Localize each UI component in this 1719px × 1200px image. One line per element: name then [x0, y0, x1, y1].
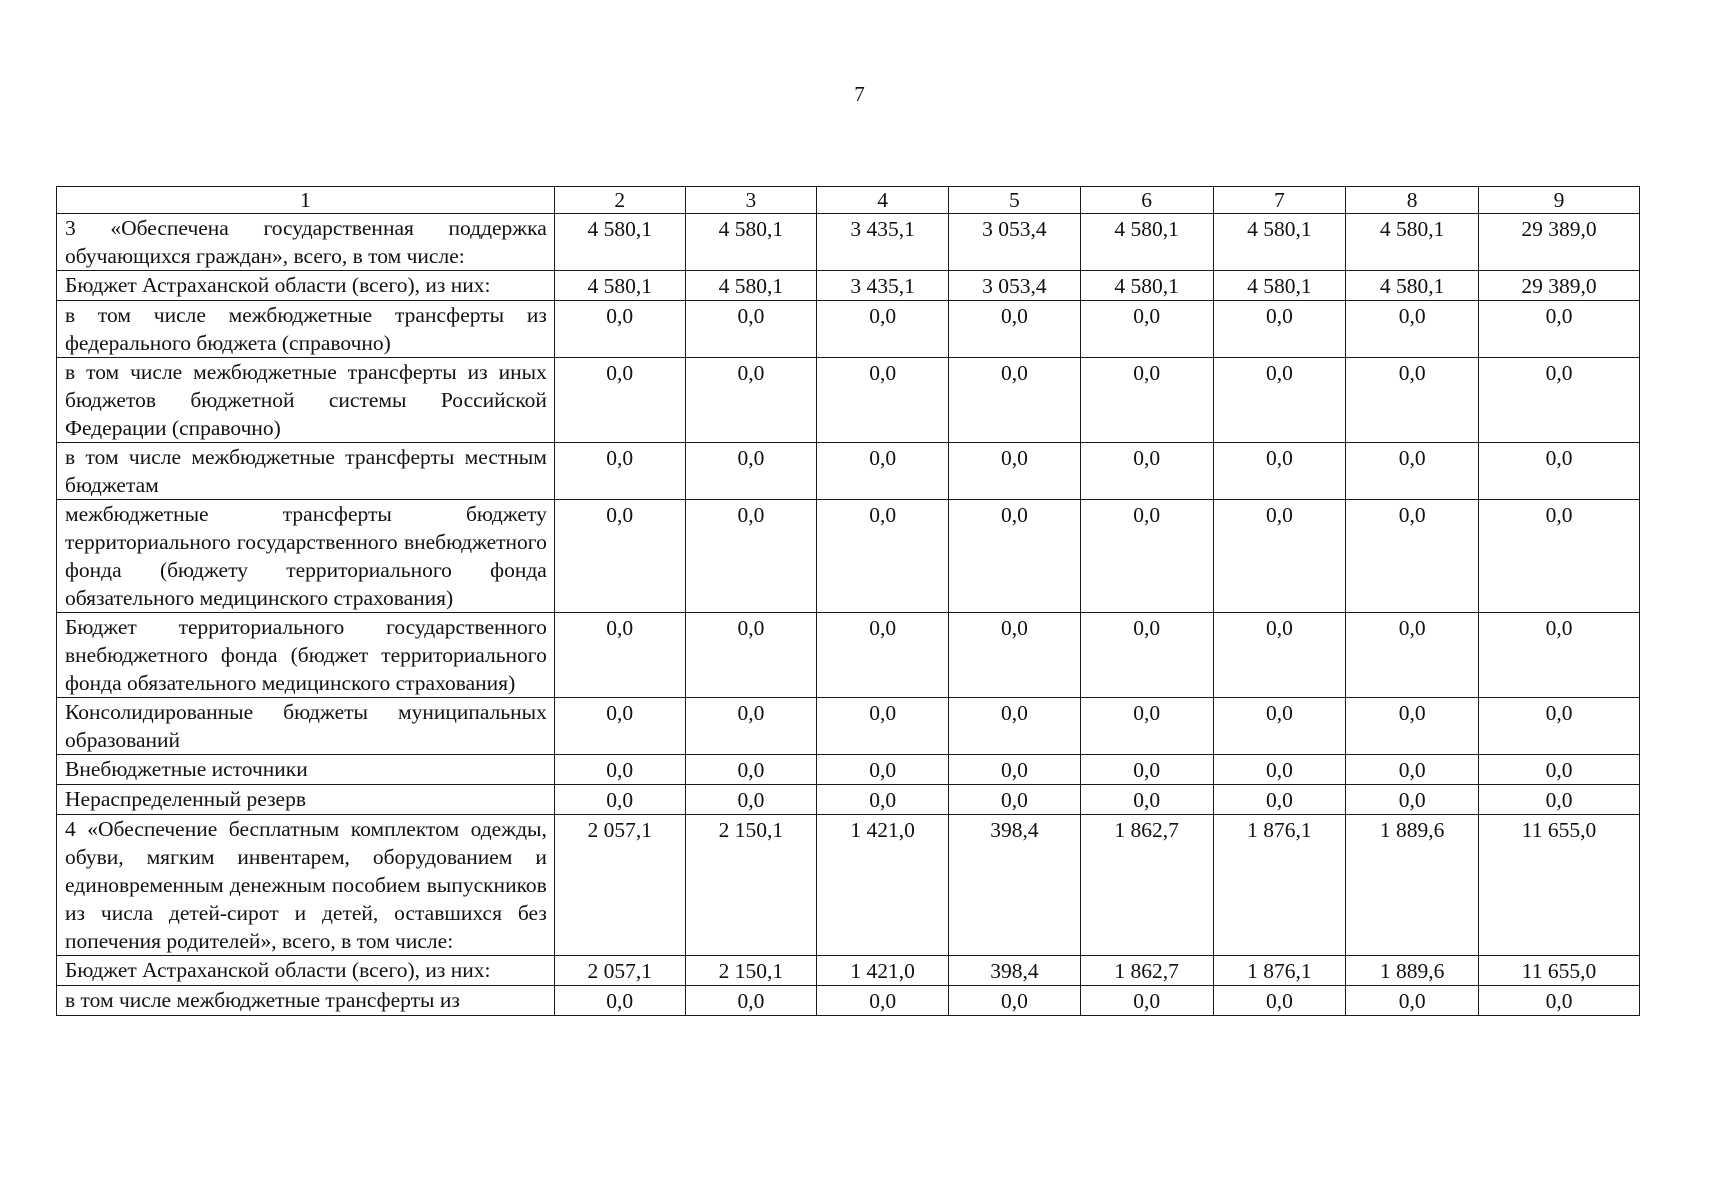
cell-value: 3 435,1	[817, 214, 949, 271]
column-header: 8	[1346, 187, 1479, 214]
cell-value: 0,0	[1080, 613, 1213, 698]
cell-value: 3 435,1	[817, 271, 949, 301]
cell-value: 398,4	[949, 956, 1081, 986]
cell-value: 0,0	[685, 443, 817, 500]
cell-value: 0,0	[949, 443, 1081, 500]
cell-value: 0,0	[1479, 301, 1640, 358]
cell-value: 2 150,1	[685, 956, 817, 986]
cell-value: 0,0	[1213, 785, 1346, 815]
cell-value: 0,0	[1346, 443, 1479, 500]
cell-value: 0,0	[1080, 986, 1213, 1016]
cell-value: 11 655,0	[1479, 956, 1640, 986]
cell-value: 0,0	[949, 500, 1081, 613]
cell-value: 0,0	[1080, 443, 1213, 500]
cell-value: 0,0	[949, 613, 1081, 698]
cell-value: 0,0	[1213, 613, 1346, 698]
table-row	[57, 214, 1640, 271]
row-label: межбюджетные трансферты бюджету территориального государственного внебюджетного фонда (бюджету территориального фонда обязательного медицинского страхования)	[57, 500, 555, 613]
cell-value: 398,4	[949, 815, 1081, 956]
cell-value: 4 580,1	[1080, 271, 1213, 301]
cell-value: 0,0	[685, 755, 817, 785]
cell-value: 0,0	[1213, 500, 1346, 613]
cell-value: 0,0	[817, 785, 949, 815]
row-label: Бюджет Астраханской области (всего), из них:	[57, 271, 555, 301]
cell-value: 0,0	[949, 755, 1081, 785]
cell-value: 1 421,0	[817, 956, 949, 986]
table-row	[57, 443, 1640, 500]
cell-value: 0,0	[1080, 500, 1213, 613]
table-row	[57, 301, 1640, 358]
cell-value: 0,0	[1213, 358, 1346, 443]
cell-value: 0,0	[1213, 698, 1346, 755]
cell-value: 0,0	[685, 500, 817, 613]
row-label: в том числе межбюджетные трансферты из иных бюджетов бюджетной системы Российской Федерации (справочно)	[57, 358, 555, 443]
cell-value: 0,0	[817, 301, 949, 358]
cell-value: 0,0	[685, 301, 817, 358]
cell-value: 0,0	[685, 785, 817, 815]
table-row	[57, 785, 1640, 815]
cell-value: 0,0	[1346, 613, 1479, 698]
cell-value: 0,0	[685, 358, 817, 443]
table-row	[57, 698, 1640, 755]
budget-table	[56, 186, 1640, 1016]
cell-value: 4 580,1	[1213, 271, 1346, 301]
table-row	[57, 271, 1640, 301]
cell-value: 0,0	[1213, 443, 1346, 500]
cell-value: 0,0	[1346, 698, 1479, 755]
cell-value: 0,0	[1346, 785, 1479, 815]
cell-value: 0,0	[1080, 698, 1213, 755]
cell-value: 29 389,0	[1479, 271, 1640, 301]
cell-value: 4 580,1	[1346, 271, 1479, 301]
table-row	[57, 358, 1640, 443]
cell-value: 0,0	[1346, 358, 1479, 443]
row-label: Нераспределенный резерв	[57, 785, 555, 815]
cell-value: 0,0	[1479, 358, 1640, 443]
cell-value: 0,0	[685, 986, 817, 1016]
cell-value: 0,0	[1213, 755, 1346, 785]
cell-value: 0,0	[817, 613, 949, 698]
row-label: 3 «Обеспечена государственная поддержка обучающихся граждан», всего, в том числе:	[57, 214, 555, 271]
column-header: 4	[817, 187, 949, 214]
cell-value: 0,0	[1479, 986, 1640, 1016]
cell-value: 2 057,1	[554, 815, 685, 956]
cell-value: 1 862,7	[1080, 815, 1213, 956]
table-row	[57, 500, 1640, 613]
column-header: 9	[1479, 187, 1640, 214]
cell-value: 2 057,1	[554, 956, 685, 986]
row-label: в том числе межбюджетные трансферты местным бюджетам	[57, 443, 555, 500]
cell-value: 0,0	[1213, 301, 1346, 358]
column-header: 3	[685, 187, 817, 214]
cell-value: 4 580,1	[685, 214, 817, 271]
row-label: Внебюджетные источники	[57, 755, 555, 785]
cell-value: 0,0	[1080, 755, 1213, 785]
cell-value: 0,0	[554, 785, 685, 815]
cell-value: 0,0	[1346, 755, 1479, 785]
cell-value: 0,0	[1213, 986, 1346, 1016]
cell-value: 4 580,1	[554, 214, 685, 271]
cell-value: 1 862,7	[1080, 956, 1213, 986]
cell-value: 0,0	[554, 500, 685, 613]
column-header: 1	[57, 187, 555, 214]
cell-value: 0,0	[1346, 500, 1479, 613]
cell-value: 3 053,4	[949, 214, 1081, 271]
cell-value: 0,0	[554, 698, 685, 755]
cell-value: 0,0	[685, 613, 817, 698]
cell-value: 0,0	[554, 358, 685, 443]
cell-value: 0,0	[1080, 301, 1213, 358]
table-row	[57, 956, 1640, 986]
cell-value: 0,0	[1479, 443, 1640, 500]
table-row	[57, 613, 1640, 698]
row-label: Бюджет территориального государственного внебюджетного фонда (бюджет территориального фонда обязательного медицинского страхования)	[57, 613, 555, 698]
cell-value: 0,0	[1080, 785, 1213, 815]
page-number: 7	[854, 82, 865, 106]
cell-value: 0,0	[554, 755, 685, 785]
cell-value: 0,0	[1479, 613, 1640, 698]
table-row	[57, 755, 1640, 785]
cell-value: 0,0	[554, 986, 685, 1016]
table-row	[57, 986, 1640, 1016]
cell-value: 0,0	[554, 613, 685, 698]
cell-value: 0,0	[817, 358, 949, 443]
cell-value: 1 421,0	[817, 815, 949, 956]
cell-value: 1 889,6	[1346, 815, 1479, 956]
cell-value: 29 389,0	[1479, 214, 1640, 271]
cell-value: 0,0	[817, 443, 949, 500]
cell-value: 11 655,0	[1479, 815, 1640, 956]
cell-value: 0,0	[1346, 986, 1479, 1016]
cell-value: 0,0	[817, 500, 949, 613]
cell-value: 4 580,1	[554, 271, 685, 301]
cell-value: 0,0	[1346, 301, 1479, 358]
cell-value: 4 580,1	[1346, 214, 1479, 271]
cell-value: 0,0	[949, 301, 1081, 358]
column-header: 5	[949, 187, 1081, 214]
cell-value: 0,0	[817, 986, 949, 1016]
cell-value: 1 889,6	[1346, 956, 1479, 986]
cell-value: 0,0	[949, 698, 1081, 755]
cell-value: 0,0	[1479, 785, 1640, 815]
cell-value: 4 580,1	[1213, 214, 1346, 271]
column-header: 7	[1213, 187, 1346, 214]
cell-value: 0,0	[817, 698, 949, 755]
cell-value: 4 580,1	[1080, 214, 1213, 271]
cell-value: 4 580,1	[685, 271, 817, 301]
row-label: в том числе межбюджетные трансферты из	[57, 986, 555, 1016]
row-label: Консолидированные бюджеты муниципальных образований	[57, 698, 555, 755]
column-header: 2	[554, 187, 685, 214]
cell-value: 0,0	[685, 698, 817, 755]
cell-value: 0,0	[1479, 698, 1640, 755]
cell-value: 0,0	[817, 755, 949, 785]
table-row	[57, 815, 1640, 956]
cell-value: 0,0	[949, 785, 1081, 815]
cell-value: 0,0	[554, 301, 685, 358]
cell-value: 0,0	[1479, 755, 1640, 785]
header-row	[57, 187, 1640, 214]
cell-value: 0,0	[1080, 358, 1213, 443]
cell-value: 1 876,1	[1213, 956, 1346, 986]
cell-value: 1 876,1	[1213, 815, 1346, 956]
cell-value: 0,0	[1479, 500, 1640, 613]
cell-value: 2 150,1	[685, 815, 817, 956]
row-label: 4 «Обеспечение бесплатным комплектом одежды, обуви, мягким инвентарем, оборудованием и единовременным денежным пособием выпускников из числа детей-сирот и детей, оставшихся без попечения родителей», всего, в том числе:	[57, 815, 555, 956]
cell-value: 0,0	[554, 443, 685, 500]
column-header: 6	[1080, 187, 1213, 214]
cell-value: 3 053,4	[949, 271, 1081, 301]
cell-value: 0,0	[949, 986, 1081, 1016]
row-label: Бюджет Астраханской области (всего), из них:	[57, 956, 555, 986]
row-label: в том числе межбюджетные трансферты из федерального бюджета (справочно)	[57, 301, 555, 358]
cell-value: 0,0	[949, 358, 1081, 443]
